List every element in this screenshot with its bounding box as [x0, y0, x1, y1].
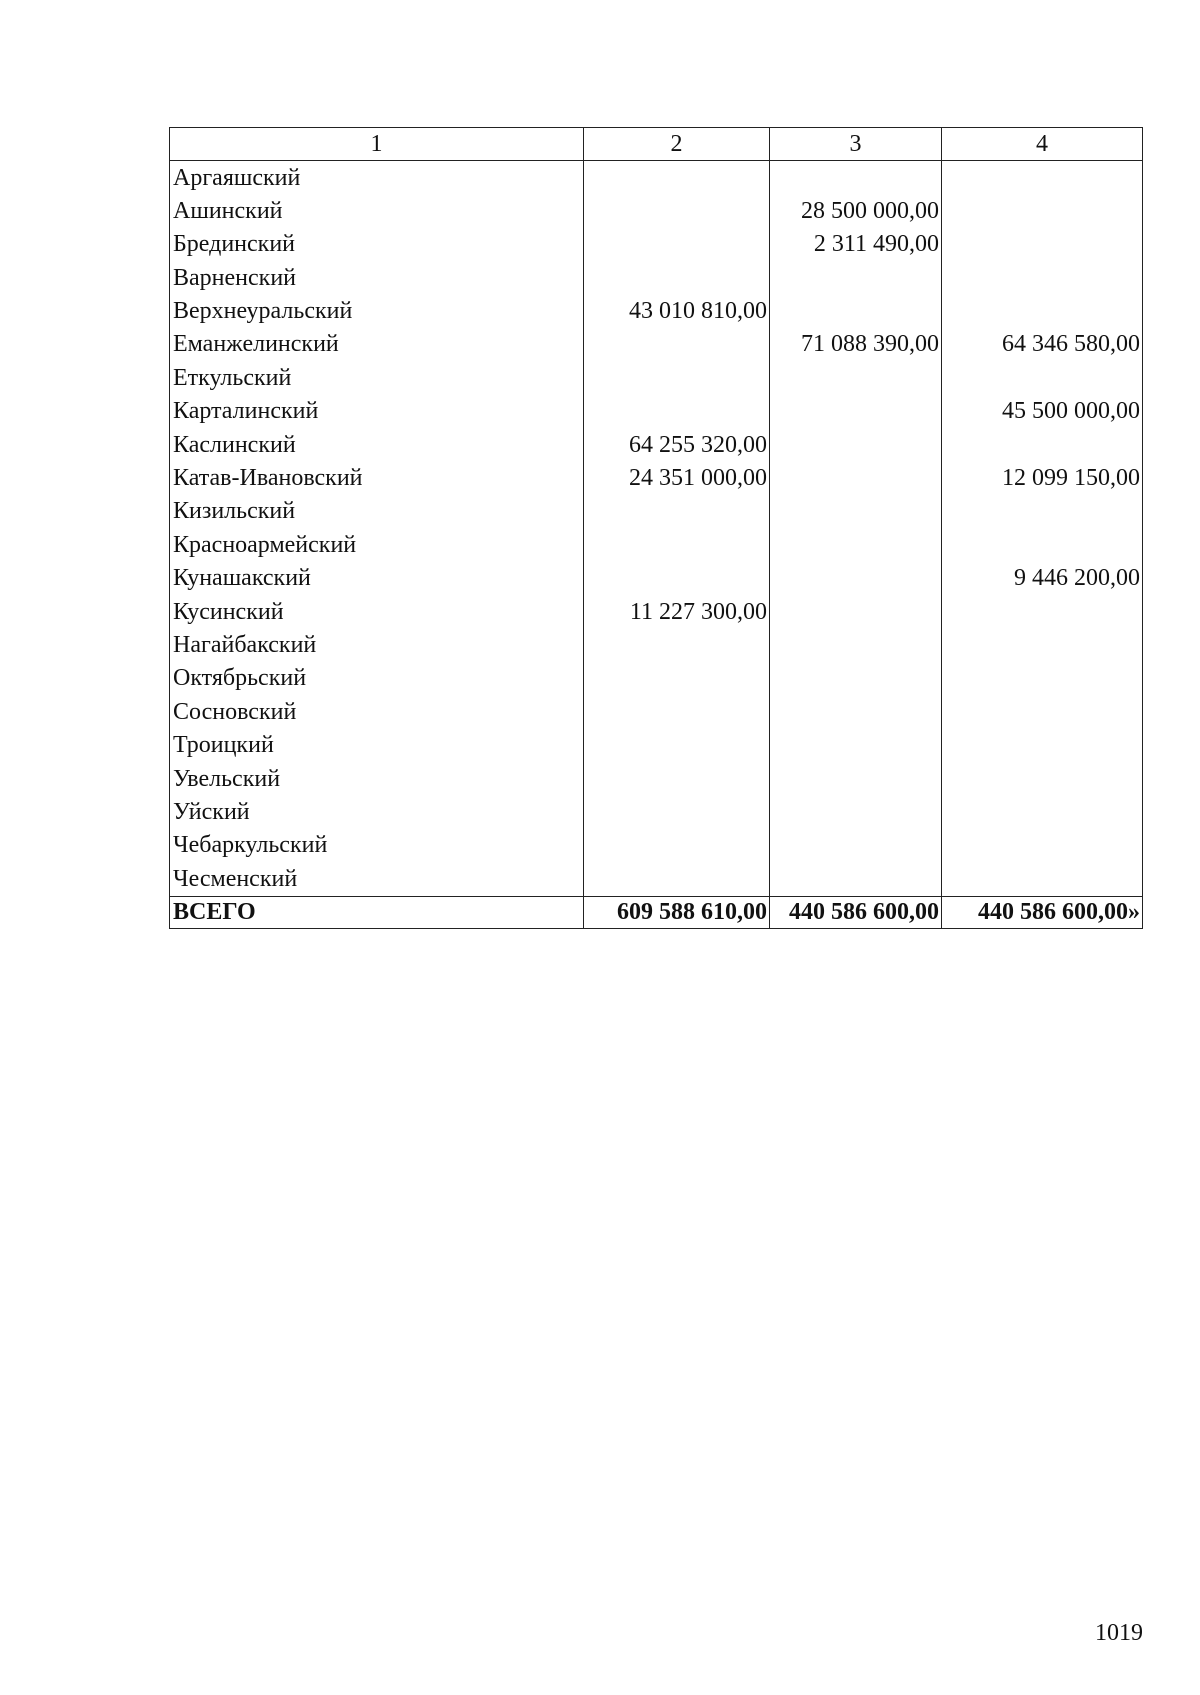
- value-cell-col-4: [942, 628, 1143, 661]
- table-row: [170, 595, 1143, 628]
- value-cell-col-2: 64 255 320,00: [584, 428, 770, 461]
- district-name-cell: Варненский: [170, 261, 584, 294]
- value-cell-col-4: 45 500 000,00: [942, 395, 1143, 428]
- table-row: [170, 528, 1143, 561]
- value-cell-col-4: [942, 428, 1143, 461]
- table-row: [170, 762, 1143, 795]
- value-cell-col-4: 12 099 150,00: [942, 462, 1143, 495]
- value-cell-col-2: 11 227 300,00: [584, 595, 770, 628]
- table-row: [170, 161, 1143, 195]
- total-row: [170, 896, 1143, 928]
- value-cell-col-4: [942, 495, 1143, 528]
- district-name-cell: Кизильский: [170, 495, 584, 528]
- value-cell-col-2: [584, 862, 770, 896]
- column-header-2: 2: [584, 128, 770, 161]
- table-row: [170, 428, 1143, 461]
- value-cell-col-2: [584, 161, 770, 195]
- table-body: [170, 161, 1143, 897]
- value-cell-col-4: [942, 662, 1143, 695]
- district-name-cell: Кусинский: [170, 595, 584, 628]
- total-col-4: 440 586 600,00»: [942, 896, 1143, 928]
- district-name-cell: Сосновский: [170, 695, 584, 728]
- district-name-cell: Еманжелинский: [170, 328, 584, 361]
- value-cell-col-2: [584, 562, 770, 595]
- value-cell-col-4: [942, 729, 1143, 762]
- value-cell-col-3: [770, 595, 942, 628]
- district-name-cell: Брединский: [170, 228, 584, 261]
- district-name-cell: Кунашакский: [170, 562, 584, 595]
- table-row: [170, 228, 1143, 261]
- value-cell-col-3: [770, 462, 942, 495]
- table-row: [170, 361, 1143, 394]
- table-row: [170, 729, 1143, 762]
- header-row: [170, 128, 1143, 161]
- district-name-cell: Нагайбакский: [170, 628, 584, 661]
- value-cell-col-3: [770, 562, 942, 595]
- value-cell-col-2: [584, 795, 770, 828]
- value-cell-col-2: [584, 729, 770, 762]
- district-name-cell: Красноармейский: [170, 528, 584, 561]
- value-cell-col-3: [770, 729, 942, 762]
- value-cell-col-4: [942, 762, 1143, 795]
- page-number: 1019: [1095, 1620, 1143, 1646]
- value-cell-col-4: [942, 862, 1143, 896]
- table-footer: [170, 896, 1143, 928]
- table-row: [170, 495, 1143, 528]
- value-cell-col-2: [584, 395, 770, 428]
- district-name-cell: Троицкий: [170, 729, 584, 762]
- value-cell-col-2: [584, 194, 770, 227]
- table-row: [170, 395, 1143, 428]
- district-name-cell: Каслинский: [170, 428, 584, 461]
- value-cell-col-2: [584, 628, 770, 661]
- value-cell-col-3: 71 088 390,00: [770, 328, 942, 361]
- value-cell-col-2: [584, 228, 770, 261]
- total-col-3: 440 586 600,00: [770, 896, 942, 928]
- value-cell-col-3: [770, 528, 942, 561]
- value-cell-col-3: [770, 428, 942, 461]
- district-name-cell: Аргаяшский: [170, 161, 584, 195]
- value-cell-col-3: [770, 495, 942, 528]
- table-row: [170, 862, 1143, 896]
- value-cell-col-3: [770, 161, 942, 195]
- value-cell-col-2: [584, 261, 770, 294]
- table-header: [170, 128, 1143, 161]
- value-cell-col-3: [770, 361, 942, 394]
- value-cell-col-4: [942, 261, 1143, 294]
- value-cell-col-2: [584, 495, 770, 528]
- table-row: [170, 695, 1143, 728]
- value-cell-col-2: [584, 829, 770, 862]
- table-row: [170, 562, 1143, 595]
- value-cell-col-4: [942, 295, 1143, 328]
- district-name-cell: Карталинский: [170, 395, 584, 428]
- value-cell-col-2: 43 010 810,00: [584, 295, 770, 328]
- value-cell-col-2: [584, 328, 770, 361]
- value-cell-col-4: [942, 161, 1143, 195]
- value-cell-col-4: [942, 795, 1143, 828]
- value-cell-col-3: [770, 862, 942, 896]
- value-cell-col-3: [770, 395, 942, 428]
- value-cell-col-2: [584, 528, 770, 561]
- value-cell-col-4: [942, 361, 1143, 394]
- district-name-cell: Октябрьский: [170, 662, 584, 695]
- table-row: [170, 829, 1143, 862]
- district-name-cell: Уйский: [170, 795, 584, 828]
- table-row: [170, 662, 1143, 695]
- value-cell-col-4: 64 346 580,00: [942, 328, 1143, 361]
- table-row: [170, 261, 1143, 294]
- value-cell-col-3: [770, 295, 942, 328]
- value-cell-col-2: [584, 361, 770, 394]
- table-row: [170, 194, 1143, 227]
- total-col-2: 609 588 610,00: [584, 896, 770, 928]
- column-header-4: 4: [942, 128, 1143, 161]
- value-cell-col-2: [584, 695, 770, 728]
- value-cell-col-3: [770, 628, 942, 661]
- value-cell-col-4: [942, 228, 1143, 261]
- value-cell-col-2: [584, 762, 770, 795]
- value-cell-col-3: [770, 261, 942, 294]
- district-name-cell: Чесменский: [170, 862, 584, 896]
- table-row: [170, 795, 1143, 828]
- value-cell-col-4: [942, 695, 1143, 728]
- value-cell-col-2: 24 351 000,00: [584, 462, 770, 495]
- data-table: [169, 127, 1143, 929]
- value-cell-col-2: [584, 662, 770, 695]
- table-row: [170, 462, 1143, 495]
- value-cell-col-3: [770, 662, 942, 695]
- value-cell-col-4: [942, 528, 1143, 561]
- column-header-3: 3: [770, 128, 942, 161]
- district-name-cell: Ашинский: [170, 194, 584, 227]
- value-cell-col-4: 9 446 200,00: [942, 562, 1143, 595]
- district-name-cell: Увельский: [170, 762, 584, 795]
- value-cell-col-3: [770, 762, 942, 795]
- table-row: [170, 295, 1143, 328]
- value-cell-col-3: [770, 695, 942, 728]
- district-name-cell: Еткульский: [170, 361, 584, 394]
- value-cell-col-3: [770, 829, 942, 862]
- value-cell-col-4: [942, 829, 1143, 862]
- district-name-cell: Верхнеуральский: [170, 295, 584, 328]
- value-cell-col-3: 2 311 490,00: [770, 228, 942, 261]
- table-row: [170, 628, 1143, 661]
- value-cell-col-3: 28 500 000,00: [770, 194, 942, 227]
- value-cell-col-4: [942, 194, 1143, 227]
- value-cell-col-3: [770, 795, 942, 828]
- table-row: [170, 328, 1143, 361]
- total-label: ВСЕГО: [170, 896, 584, 928]
- column-header-1: 1: [170, 128, 584, 161]
- district-name-cell: Чебаркульский: [170, 829, 584, 862]
- value-cell-col-4: [942, 595, 1143, 628]
- district-name-cell: Катав-Ивановский: [170, 462, 584, 495]
